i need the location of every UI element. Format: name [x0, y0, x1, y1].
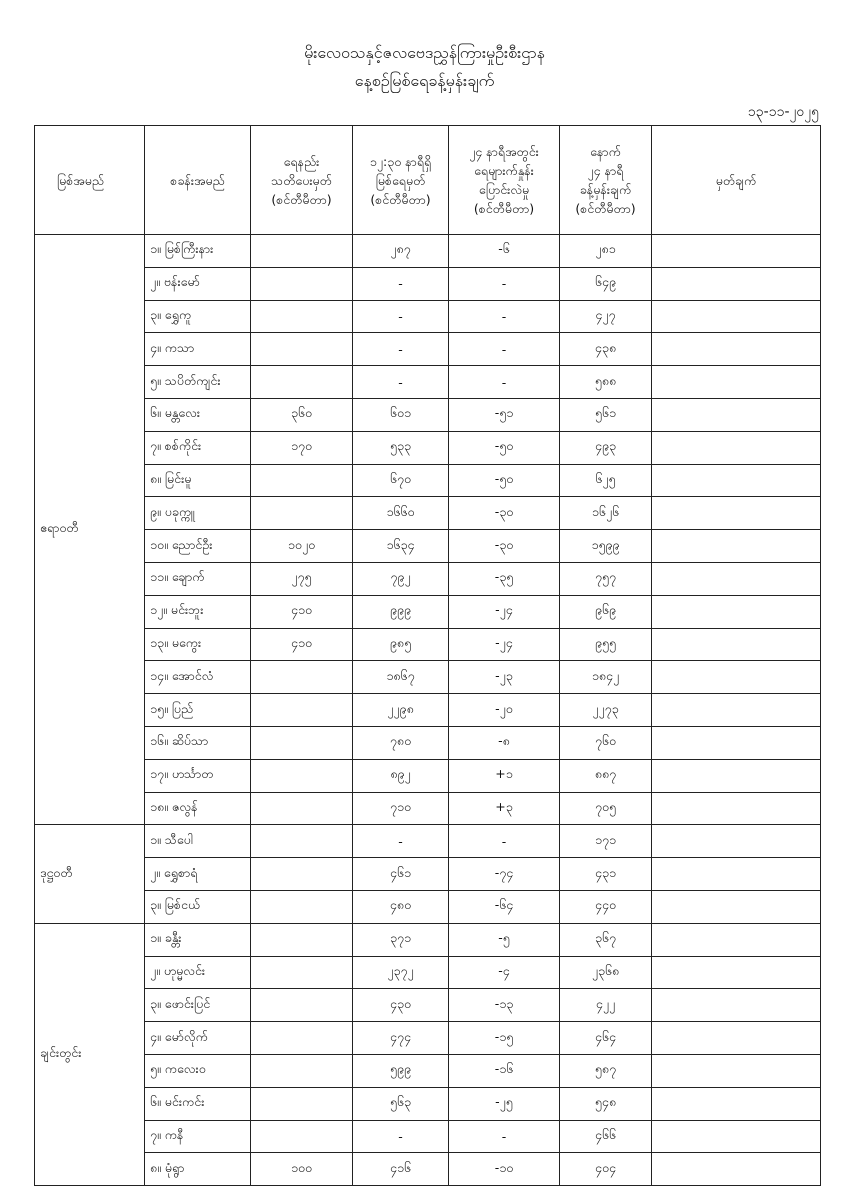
forecast-level: ၄၀၄: [560, 1153, 652, 1186]
level-change: -၅၀: [449, 464, 560, 497]
remark-cell: [652, 530, 821, 563]
current-level: ၁၆၃၄: [353, 530, 449, 563]
current-level: ၄၁၆: [353, 1153, 449, 1186]
level-change: -၃၅: [449, 562, 560, 595]
level-change: -၆၄: [449, 890, 560, 923]
level-change: -၈: [449, 726, 560, 759]
level-change: -၁၆: [449, 1054, 560, 1087]
forecast-level: ၅၆၁: [560, 398, 652, 431]
col-header-current-level: ၁၂:၃၀ နာရီရှိ မြစ်ရေမှတ် (စင်တီမီတာ): [353, 126, 449, 235]
table-row: [35, 267, 821, 300]
table-row: [35, 464, 821, 497]
level-change: -: [449, 267, 560, 300]
station-name: ၁။ သီပေါ: [145, 825, 251, 858]
remark-cell: [652, 792, 821, 825]
current-level: ၇၉၂: [353, 562, 449, 595]
warning-level: [251, 1022, 353, 1055]
table-row: [35, 333, 821, 366]
remark-cell: [652, 923, 821, 956]
remark-cell: [652, 267, 821, 300]
level-change: -၆: [449, 235, 560, 268]
current-level: ၂၈၇: [353, 235, 449, 268]
forecast-level: ၇၀၅: [560, 792, 652, 825]
table-row: [35, 1054, 821, 1087]
station-name: ၁၇။ ဟင်္သာတ: [145, 759, 251, 792]
station-name: ၃။ မြစ်ငယ်: [145, 890, 251, 923]
remark-cell: [652, 825, 821, 858]
station-name: ၄။ မော်လိုက်: [145, 1022, 251, 1055]
warning-level: [251, 267, 353, 300]
table-row: [35, 1087, 821, 1120]
river-name: ဧရာဝတီ: [35, 235, 145, 825]
station-name: ၁၁။ ချောက်: [145, 562, 251, 595]
forecast-level: ၉၅၅: [560, 628, 652, 661]
current-level: ၆၀၁: [353, 398, 449, 431]
station-name: ၇။ ကနီ: [145, 1120, 251, 1153]
current-level: -: [353, 267, 449, 300]
forecast-level: ၄၆၄: [560, 1022, 652, 1055]
forecast-level: ၉၆၉: [560, 595, 652, 628]
level-change: -၅၀: [449, 431, 560, 464]
table-row: [35, 431, 821, 464]
table-row: [35, 1153, 821, 1186]
warning-level: [251, 1087, 353, 1120]
remark-cell: [652, 1054, 821, 1087]
remark-cell: [652, 759, 821, 792]
warning-level: [251, 694, 353, 727]
forecast-level: ၂၃၆၈: [560, 956, 652, 989]
forecast-level: ၄၃၁: [560, 858, 652, 891]
warning-level: [251, 235, 353, 268]
warning-level: [251, 497, 353, 530]
table-row: [35, 628, 821, 661]
level-change: -: [449, 366, 560, 399]
level-change: -၂၄: [449, 595, 560, 628]
station-name: ၇။ စစ်ကိုင်း: [145, 431, 251, 464]
current-level: ၁၆၆၀: [353, 497, 449, 530]
forecast-level: ၃၆၇: [560, 923, 652, 956]
remark-cell: [652, 858, 821, 891]
station-name: ၃။ ရွှေကူ: [145, 300, 251, 333]
remark-cell: [652, 956, 821, 989]
station-name: ၁၆။ ဆိပ်သာ: [145, 726, 251, 759]
current-level: -: [353, 333, 449, 366]
level-change: -၅၁: [449, 398, 560, 431]
forecast-level: ၈၈၇: [560, 759, 652, 792]
station-name: ၂။ ဗန်းမော်: [145, 267, 251, 300]
table-row: [35, 989, 821, 1022]
forecast-level: ၄၂၇: [560, 300, 652, 333]
station-name: ၈။ မြင်းမူ: [145, 464, 251, 497]
warning-level: ၄၁၀: [251, 628, 353, 661]
warning-level: ၁၀၂၀: [251, 530, 353, 563]
level-change: -၁၅: [449, 1022, 560, 1055]
remark-cell: [652, 726, 821, 759]
table-row: [35, 694, 821, 727]
warning-level: [251, 661, 353, 694]
river-name: ချင်းတွင်း: [35, 923, 145, 1185]
table-row: [35, 530, 821, 563]
table-row: [35, 759, 821, 792]
warning-level: [251, 989, 353, 1022]
col-header-remarks: မှတ်ချက်: [652, 126, 821, 235]
river-forecast-table: [34, 125, 821, 1186]
current-level: ၈၉၂: [353, 759, 449, 792]
remark-cell: [652, 661, 821, 694]
remark-cell: [652, 1087, 821, 1120]
table-row: [35, 562, 821, 595]
level-change: -၂၅: [449, 1087, 560, 1120]
level-change: -: [449, 1120, 560, 1153]
current-level: -: [353, 825, 449, 858]
remark-cell: [652, 431, 821, 464]
station-name: ၆။ မန္တလေး: [145, 398, 251, 431]
level-change: -၅: [449, 923, 560, 956]
table-row: [35, 497, 821, 530]
col-header-river: မြစ်အမည်: [35, 126, 145, 235]
forecast-level: ၁၆၂၆: [560, 497, 652, 530]
current-level: ၆၇၀: [353, 464, 449, 497]
station-name: ၃။ ဖောင်းပြင်: [145, 989, 251, 1022]
warning-level: [251, 726, 353, 759]
warning-level: [251, 1054, 353, 1087]
forecast-level: ၅၄၈: [560, 1087, 652, 1120]
station-name: ၅။ ကလေးဝ: [145, 1054, 251, 1087]
warning-level: [251, 1120, 353, 1153]
level-change: -: [449, 825, 560, 858]
current-level: ၄၃၀: [353, 989, 449, 1022]
forecast-level: ၆၂၅: [560, 464, 652, 497]
station-name: ၄။ ကသာ: [145, 333, 251, 366]
forecast-level: ၇၅၇: [560, 562, 652, 595]
report-date: ၁၃-၁၁-၂၀၂၅: [747, 104, 819, 120]
forecast-level: ၄၃၈: [560, 333, 652, 366]
table-row: [35, 858, 821, 891]
remark-cell: [652, 497, 821, 530]
level-change: -: [449, 300, 560, 333]
table-row: [35, 1120, 821, 1153]
forecast-level: ၄၆၆: [560, 1120, 652, 1153]
remark-cell: [652, 595, 821, 628]
level-change: -၂၃: [449, 661, 560, 694]
col-header-change: ၂၄ နာရီအတွင်း ရေများက်နှုန်း ပြောင်းလဲမှု (စင်တီမီတာ): [449, 126, 560, 235]
document-title: မိုးလေဝသနှင့်ဇလဗေဒညွှန်ကြားမှုဦးစီးဌာန: [304, 43, 545, 62]
warning-level: [251, 890, 353, 923]
forecast-level: ၅၈၇: [560, 1054, 652, 1087]
current-level: ၅၃၃: [353, 431, 449, 464]
current-level: ၉၉၉: [353, 595, 449, 628]
table-body: [35, 235, 821, 1186]
level-change: +၃: [449, 792, 560, 825]
forecast-level: ၄၂၂: [560, 989, 652, 1022]
station-name: ၆။ မင်းကင်း: [145, 1087, 251, 1120]
table-row: [35, 661, 821, 694]
station-name: ၁၅။ ပြည်: [145, 694, 251, 727]
current-level: -: [353, 1120, 449, 1153]
remark-cell: [652, 562, 821, 595]
remark-cell: [652, 694, 821, 727]
table-row: [35, 923, 821, 956]
table-row: [35, 398, 821, 431]
station-name: ၁၈။ ဇလွန်: [145, 792, 251, 825]
col-header-warning-level: ရေနည်း သတိပေးမှတ် (စင်တီမီတာ): [251, 126, 353, 235]
warning-level: [251, 300, 353, 333]
current-level: ၄၆၁: [353, 858, 449, 891]
station-name: ၁၂။ မင်းဘူး: [145, 595, 251, 628]
warning-level: [251, 333, 353, 366]
table-row: [35, 956, 821, 989]
forecast-level: ၁၈၄၂: [560, 661, 652, 694]
current-level: ၂၂၉၈: [353, 694, 449, 727]
warning-level: [251, 858, 353, 891]
warning-level: ၃၆၀: [251, 398, 353, 431]
remark-cell: [652, 989, 821, 1022]
remark-cell: [652, 1022, 821, 1055]
table-row: [35, 300, 821, 333]
warning-level: [251, 923, 353, 956]
current-level: -: [353, 366, 449, 399]
remark-cell: [652, 1153, 821, 1186]
current-level: ၅၉၉: [353, 1054, 449, 1087]
remark-cell: [652, 1120, 821, 1153]
forecast-level: ၇၆၀: [560, 726, 652, 759]
forecast-level: ၄၉၃: [560, 431, 652, 464]
current-level: ၉၈၅: [353, 628, 449, 661]
remark-cell: [652, 300, 821, 333]
station-name: ၁၃။ မကွေး: [145, 628, 251, 661]
remark-cell: [652, 333, 821, 366]
remark-cell: [652, 628, 821, 661]
warning-level: ၄၁၀: [251, 595, 353, 628]
station-name: ၉။ ပခုက္ကူ: [145, 497, 251, 530]
level-change: -၄: [449, 956, 560, 989]
warning-level: ၁၀၀: [251, 1153, 353, 1186]
warning-level: [251, 759, 353, 792]
warning-level: [251, 956, 353, 989]
station-name: ၁၄။ အောင်လံ: [145, 661, 251, 694]
forecast-level: ၁၇၁: [560, 825, 652, 858]
forecast-level: ၅၈၈: [560, 366, 652, 399]
current-level: ၁၈၆၇: [353, 661, 449, 694]
current-level: ၇၁၀: [353, 792, 449, 825]
current-level: ၇၈၀: [353, 726, 449, 759]
station-name: ၂။ ဟုမ္မလင်း: [145, 956, 251, 989]
forecast-level: ၂၂၇၃: [560, 694, 652, 727]
table-row: [35, 595, 821, 628]
forecast-level: ၆၄၉: [560, 267, 652, 300]
current-level: ၄၇၄: [353, 1022, 449, 1055]
current-level: -: [353, 300, 449, 333]
table-row: [35, 792, 821, 825]
current-level: ၂၃၇၂: [353, 956, 449, 989]
station-name: ၁၀။ ညောင်ဦး: [145, 530, 251, 563]
level-change: -၁၃: [449, 989, 560, 1022]
warning-level: ၁၇၀: [251, 431, 353, 464]
station-name: ၁။ မြစ်ကြီးနား: [145, 235, 251, 268]
level-change: -၃၀: [449, 530, 560, 563]
table-row: [35, 1022, 821, 1055]
table-row: [35, 366, 821, 399]
forecast-level: ၄၄၀: [560, 890, 652, 923]
river-name: ဒုဋ္ဌဝတီ: [35, 825, 145, 923]
table-row: [35, 726, 821, 759]
warning-level: [251, 825, 353, 858]
level-change: -၃၀: [449, 497, 560, 530]
document-subtitle: နေ့စဉ်မြစ်ရေခန့်မှန်းချက်: [354, 71, 495, 90]
remark-cell: [652, 398, 821, 431]
table-row: [35, 890, 821, 923]
level-change: -၂၀: [449, 694, 560, 727]
warning-level: ၂၇၅: [251, 562, 353, 595]
level-change: +၁: [449, 759, 560, 792]
station-name: ၅။ သပိတ်ကျင်း: [145, 366, 251, 399]
forecast-level: ၁၅၉၉: [560, 530, 652, 563]
col-header-forecast: နောက် ၂၄ နာရီ ခန့်မှန်းချက် (စင်တီမီတာ): [560, 126, 652, 235]
remark-cell: [652, 366, 821, 399]
level-change: -: [449, 333, 560, 366]
level-change: -၂၄: [449, 628, 560, 661]
current-level: ၃၇၁: [353, 923, 449, 956]
warning-level: [251, 366, 353, 399]
warning-level: [251, 792, 353, 825]
remark-cell: [652, 464, 821, 497]
table-row: [35, 235, 821, 268]
table-row: [35, 825, 821, 858]
remark-cell: [652, 235, 821, 268]
col-header-station: စခန်းအမည်: [145, 126, 251, 235]
current-level: ၄၈၀: [353, 890, 449, 923]
station-name: ၁။ ခန္တီး: [145, 923, 251, 956]
station-name: ၂။ ရွှေစာရံ: [145, 858, 251, 891]
level-change: -၁၀: [449, 1153, 560, 1186]
current-level: ၅၆၃: [353, 1087, 449, 1120]
forecast-level: ၂၈၁: [560, 235, 652, 268]
header-row: [35, 126, 821, 235]
level-change: -၇၄: [449, 858, 560, 891]
warning-level: [251, 464, 353, 497]
station-name: ၈။ မုံရွာ: [145, 1153, 251, 1186]
remark-cell: [652, 890, 821, 923]
